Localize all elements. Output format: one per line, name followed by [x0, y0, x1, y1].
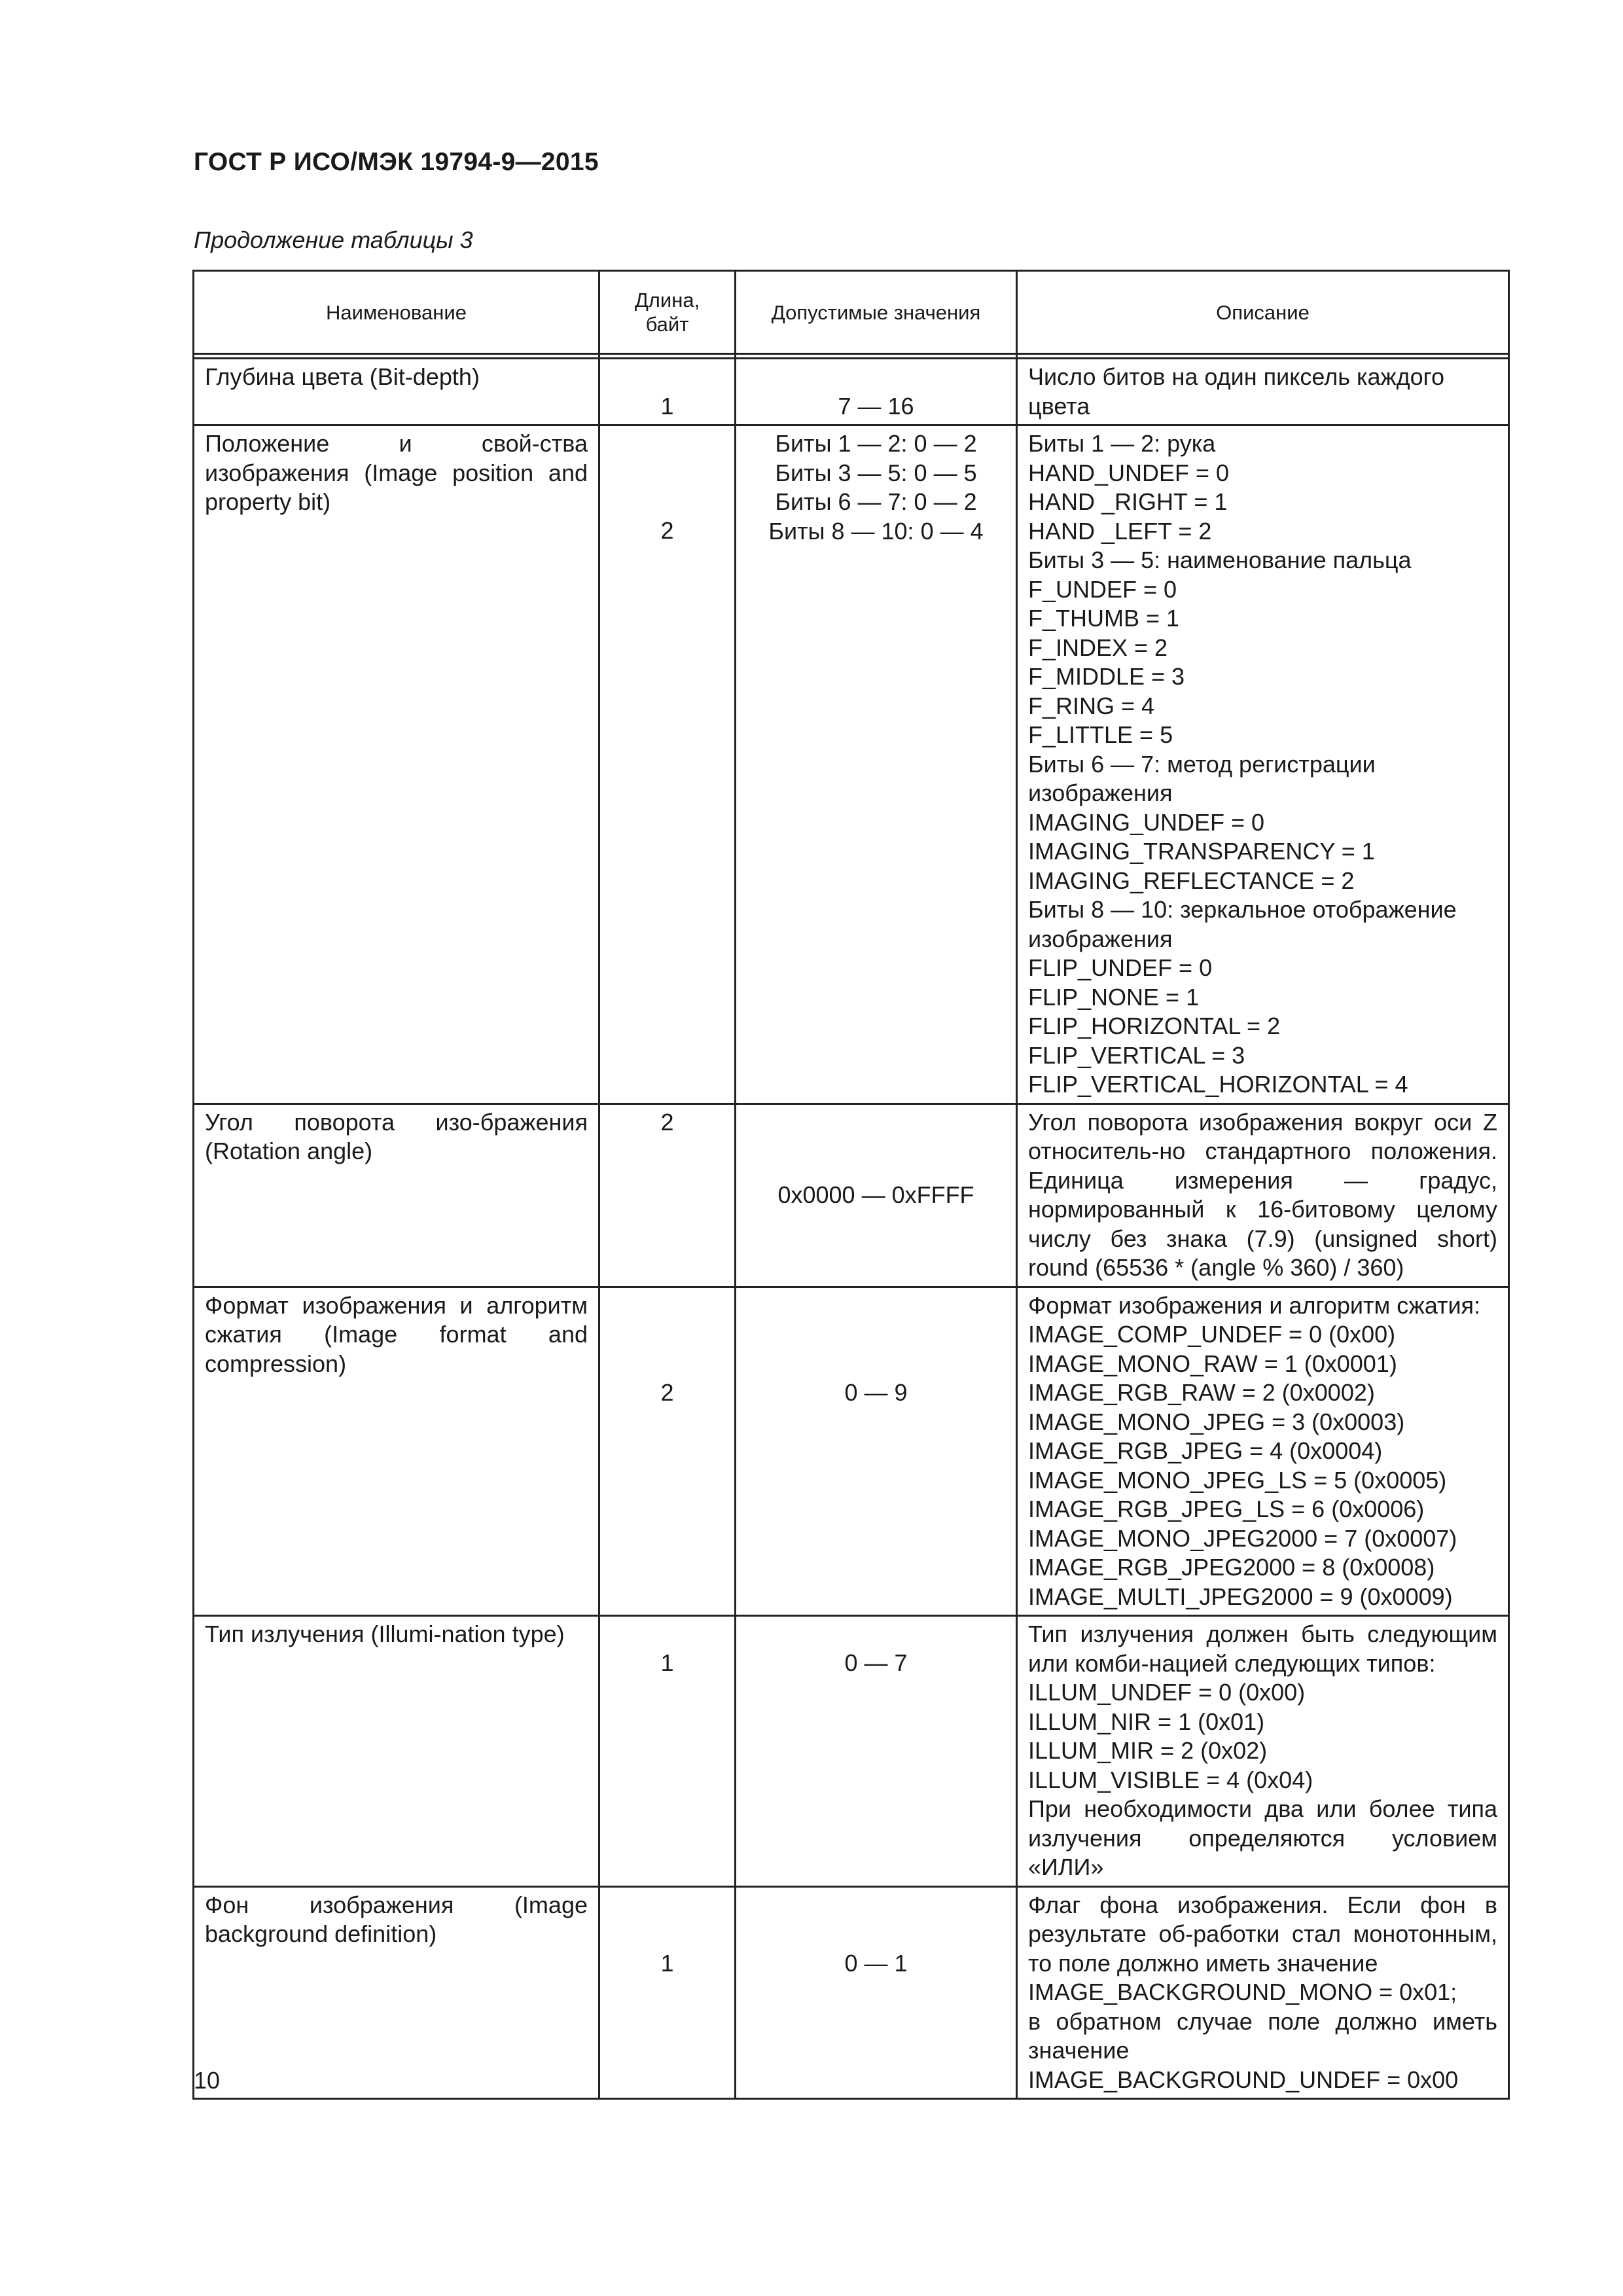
column-header-description: Описание — [1017, 271, 1509, 354]
description-line: FLIP_HORIZONTAL = 2 — [1028, 1013, 1281, 1039]
description-line: Угол поворота изображения вокруг оси Z относитель-но стандартного положения. Единица измерения — градус, нормированный к 16-битовому целому числу без знака (7.9) (unsigned short) round (65536 * (angle % 360) / 360) — [1028, 1108, 1505, 1281]
description-line: IMAGE_RGB_JPEG = 4 (0x0004) — [1028, 1437, 1383, 1464]
row-description — [1017, 1103, 1509, 1287]
row-values — [736, 1287, 1017, 1616]
description-line: F_UNDEF = 0 — [1028, 575, 1177, 603]
description-line: FLIP_UNDEF = 0 — [1028, 954, 1213, 981]
table-row — [194, 1616, 1509, 1887]
value-line: 0 — 1 — [844, 1949, 908, 1977]
description-line: HAND _LEFT = 2 — [1028, 517, 1212, 545]
description-line: F_INDEX = 2 — [1028, 634, 1168, 661]
spec-table — [192, 270, 1510, 2100]
row-name: Глубина цвета (Bit-depth) — [194, 359, 599, 425]
description-line: IMAGE_MONO_JPEG = 3 (0x0003) — [1028, 1408, 1405, 1435]
description-line: HAND _RIGHT = 1 — [1028, 488, 1228, 515]
value-line: 0 — 9 — [844, 1378, 908, 1406]
row-description — [1017, 425, 1509, 1104]
table-row — [194, 1103, 1509, 1287]
row-length: 1 — [599, 1886, 736, 2099]
value-line: Биты 1 — 2: 0 — 2 — [775, 430, 977, 457]
row-values — [736, 1616, 1017, 1887]
table-row — [194, 1287, 1509, 1616]
row-description — [1017, 1287, 1509, 1616]
description-line: IMAGE_MULTI_JPEG2000 = 9 (0x0009) — [1028, 1583, 1453, 1610]
row-length: 2 — [599, 1287, 736, 1616]
description-line: Флаг фона изображения. Если фон в результате об-работки стал монотонным, то поле должно иметь значение — [1028, 1891, 1505, 1977]
row-length: 2 — [599, 425, 736, 1104]
document-header: ГОСТ Р ИСО/МЭК 19794-9—2015 — [194, 148, 599, 176]
description-line: ILLUM_NIR = 1 (0x01) — [1028, 1708, 1265, 1735]
description-line: FLIP_NONE = 1 — [1028, 983, 1200, 1011]
row-name: Тип излучения (Illumi-nation type) — [194, 1616, 599, 1887]
value-line: Биты 3 — 5: 0 — 5 — [775, 459, 977, 486]
description-line: IMAGE_BACKGROUND_UNDEF = 0x00 — [1028, 2066, 1459, 2093]
description-line: IMAGING_UNDEF = 0 — [1028, 808, 1265, 836]
description-line: Биты 3 — 5: наименование пальца — [1028, 547, 1412, 573]
row-length: 2 — [599, 1103, 736, 1287]
description-line: Число битов на один пиксель каждого цвета — [1028, 363, 1452, 420]
description-line: изображения — [1028, 780, 1173, 806]
description-line: IMAGING_REFLECTANCE = 2 — [1028, 867, 1355, 894]
value-line: 0x0000 — 0xFFFF — [777, 1181, 974, 1208]
description-line: ILLUM_UNDEF = 0 (0x00) — [1028, 1679, 1306, 1706]
description-line: IMAGE_RGB_RAW = 2 (0x0002) — [1028, 1379, 1375, 1406]
description-line: Биты 6 — 7: метод регистрации — [1028, 750, 1376, 778]
description-line: Биты 1 — 2: рука — [1028, 430, 1216, 457]
row-values — [736, 1103, 1017, 1287]
column-header-length: Длина, байт — [599, 271, 736, 354]
value-line: 7 — 16 — [838, 392, 914, 420]
row-name: Угол поворота изо-бражения (Rotation angle) — [194, 1103, 599, 1287]
description-line: F_RING = 4 — [1028, 692, 1155, 719]
description-line: FLIP_VERTICAL_HORIZONTAL = 4 — [1028, 1071, 1408, 1098]
row-name: Формат изображения и алгоритм сжатия (Image format and compression) — [194, 1287, 599, 1616]
description-line: IMAGE_MONO_JPEG2000 = 7 (0x0007) — [1028, 1524, 1457, 1552]
row-name: Фон изображения (Image background definition) — [194, 1886, 599, 2099]
description-line: IMAGING_TRANSPARENCY = 1 — [1028, 838, 1375, 865]
description-line: IMAGE_BACKGROUND_MONO = 0x01; — [1028, 1979, 1457, 2005]
table-row — [194, 425, 1509, 1104]
column-header-values: Допустимые значения — [736, 271, 1017, 354]
row-values — [736, 359, 1017, 425]
description-line: IMAGE_COMP_UNDEF = 0 (0x00) — [1028, 1321, 1396, 1348]
row-description — [1017, 359, 1509, 425]
description-line: При необходимости два или более типа излучения определяются условием «ИЛИ» — [1028, 1795, 1505, 1880]
description-line: F_LITTLE = 5 — [1028, 721, 1173, 748]
header-separator — [194, 354, 1509, 359]
description-line: IMAGE_MONO_RAW = 1 (0x0001) — [1028, 1350, 1397, 1377]
row-description — [1017, 1886, 1509, 2099]
table-row — [194, 1886, 1509, 2099]
description-line: HAND_UNDEF = 0 — [1028, 459, 1230, 486]
description-line: в обратном случае поле должно иметь значение — [1028, 2007, 1505, 2064]
description-line: F_MIDDLE = 3 — [1028, 663, 1185, 690]
description-line: IMAGE_RGB_JPEG2000 = 8 (0x0008) — [1028, 1554, 1435, 1581]
description-line: FLIP_VERTICAL = 3 — [1028, 1041, 1245, 1069]
description-line: IMAGE_MONO_JPEG_LS = 5 (0x0005) — [1028, 1466, 1447, 1494]
description-line: ILLUM_VISIBLE = 4 (0x04) — [1028, 1766, 1313, 1793]
description-line: IMAGE_RGB_JPEG_LS = 6 (0x0006) — [1028, 1496, 1425, 1522]
table-caption: Продолжение таблицы 3 — [194, 226, 473, 253]
table-row — [194, 359, 1509, 425]
row-values — [736, 425, 1017, 1104]
description-line: Тип излучения должен быть следующим или комби-нацией следующих типов: — [1028, 1621, 1505, 1677]
description-line: Биты 8 — 10: зеркальное отображение изображения — [1028, 896, 1463, 952]
value-line: 0 — 7 — [844, 1649, 908, 1676]
description-line: ILLUM_MIR = 2 (0x02) — [1028, 1737, 1268, 1764]
row-description — [1017, 1616, 1509, 1887]
row-length: 1 — [599, 1616, 736, 1887]
row-values — [736, 1886, 1017, 2099]
column-header-name: Наименование — [194, 271, 599, 354]
page-number: 10 — [194, 2067, 221, 2094]
value-line: Биты 8 — 10: 0 — 4 — [768, 517, 984, 545]
table-header-row — [194, 271, 1509, 354]
description-line: F_THUMB = 1 — [1028, 605, 1180, 632]
value-line: Биты 6 — 7: 0 — 2 — [775, 488, 977, 515]
row-length: 1 — [599, 359, 736, 425]
row-name: Положение и свой-ства изображения (Image position and property bit) — [194, 425, 599, 1104]
description-line: Формат изображения и алгоритм сжатия: — [1028, 1291, 1481, 1319]
